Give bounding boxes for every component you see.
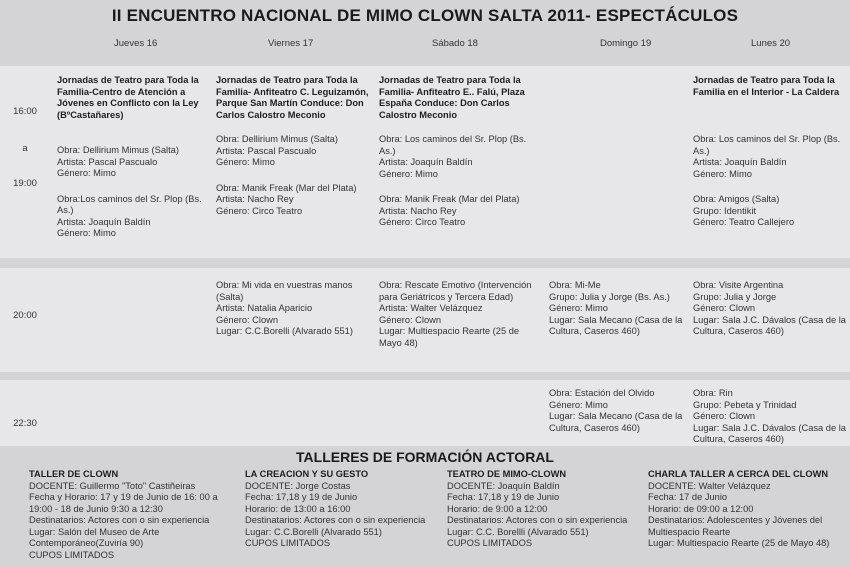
show-line: Género: Circo Teatro: [216, 205, 303, 216]
show-line: Género: Mimo: [549, 303, 608, 313]
taller-line: Horario: de 13:00 a 16:00: [245, 503, 351, 514]
show-line: Grupo: Identikit: [693, 205, 757, 216]
taller-line: Destinatarios: Actores con o sin experiencia: [29, 515, 210, 525]
show-line: Género: Clown: [693, 411, 756, 421]
show-line: Obra: Manik Freak (Mar del Plata): [216, 182, 357, 193]
taller-line: Fecha: 17,18 y 19 de Junio: [447, 492, 560, 502]
show-line: Artista: Joaquín Baldín: [379, 157, 473, 167]
taller-name: CHARLA TALLER A CERCA DEL CLOWN: [648, 469, 829, 479]
show-line: Lugar: Sala J.C. Dávalos (Casa de la Cultura, Caseros 460): [693, 314, 846, 336]
taller-line: Lugar: Multiespacio Rearte (25 de Mayo 48): [648, 538, 830, 548]
taller-line: CUPOS LIMITADOS: [245, 538, 331, 548]
taller-line: DOCENTE: Guillermo "Toto" Castiñeiras: [29, 480, 196, 491]
show-line: Obra: Amigos (Salta): [693, 194, 780, 204]
show-line: Lugar: Sala J.C. Dávalos (Casa de la Cultura, Caseros 460): [693, 422, 846, 444]
venue-title: Jornadas de Teatro para Toda la Familia-Centro de Atención a Jóvenes en Conflicto con la Ley (BºCastañares): [57, 75, 199, 120]
taller-line: Fecha: 17 de Junio: [648, 492, 728, 502]
hour-1900: 19:00: [13, 178, 37, 189]
cell-lunes-1600: [693, 75, 848, 229]
taller-mimo-clown: [447, 469, 642, 550]
taller-creacion: [245, 469, 440, 550]
taller-name: LA CREACION Y SU GESTO: [245, 469, 369, 479]
show-line: Obra: Dellirium Mimus (Salta): [216, 134, 338, 144]
talleres-title: TALLERES DE FORMACIÓN ACTORAL: [296, 449, 554, 465]
show-line: Artista: Joaquín Baldín: [693, 157, 787, 167]
show-line: Lugar: Multiespacio Rearte (25 de Mayo 48): [379, 326, 520, 348]
day-header-domingo: Domingo 19: [600, 38, 652, 49]
cell-lunes-2230: [693, 388, 849, 446]
cell-viernes-1600: [216, 75, 374, 217]
show-line: Artista: Pascal Pascualo: [57, 156, 158, 167]
show-line: Lugar: C.C.Borelli (Alvarado 551): [216, 326, 353, 336]
cell-sabado-2000: [379, 280, 539, 349]
taller-line: CUPOS LIMITADOS: [447, 538, 533, 548]
show-line: Artista: Nacho Rey: [216, 194, 294, 204]
show-line: Obra:Los caminos del Sr. Plop (Bs. As.): [57, 193, 202, 215]
cell-lunes-2000: [693, 280, 849, 338]
day-header-viernes: Viernes 17: [268, 38, 314, 49]
show-line: Artista: Natalia Aparicio: [216, 303, 313, 313]
show-line: Género: Mimo: [57, 168, 116, 178]
cell-sabado-1600: [379, 75, 541, 229]
venue-title: Jornadas de Teatro para Toda la Familia- Anfiteatro E.. Falú, Plaza España Conduce: Don Carlos Calostro Meconio: [379, 75, 525, 120]
show-line: Obra: Dellirium Mimus (Salta): [57, 145, 179, 155]
page-title: II ENCUENTRO NACIONAL DE MIMO CLOWN SALTA 2011- ESPECTÁCULOS: [111, 6, 739, 25]
cell-domingo-2230: [549, 388, 691, 434]
show-line: Lugar: Sala Mecano (Casa de la Cultura, Caseros 460): [549, 411, 683, 433]
show-line: Artista: Pascal Pascualo: [216, 145, 317, 156]
hour-2000: 20:00: [13, 310, 37, 321]
taller-line: Lugar: Salón del Museo de Arte Contemporáneo(Zuviría 90): [29, 526, 160, 548]
taller-line: DOCENTE: Jorge Costas: [245, 480, 351, 491]
taller-line: Lugar: C.C. Borellli (Alvarado 551): [447, 526, 589, 537]
day-header-jueves: Jueves 16: [114, 38, 158, 49]
hour-2230: 22:30: [13, 418, 37, 429]
show-line: Género: Mimo: [693, 168, 752, 179]
taller-line: Fecha y Horario: 17 y 19 de Junio de 16: 00 a 19:00 - 18 de Junio 9:30 a 12:30: [29, 492, 218, 514]
taller-line: Horario: de 9:00 a 12:00: [447, 503, 548, 514]
taller-line: Destinatarios: Actores con o sin experiencia: [245, 515, 426, 525]
taller-line: DOCENTE: Walter Velázquez: [648, 480, 771, 491]
show-line: Grupo: Julia y Jorge: [693, 291, 777, 302]
day-header-sabado: Sábado 18: [432, 38, 478, 49]
taller-charla: [648, 469, 846, 550]
show-line: Género: Circo Teatro: [379, 217, 466, 227]
show-line: Obra: Los caminos del Sr. Plop (Bs. As.): [379, 134, 527, 156]
show-line: Género: Mimo: [379, 168, 438, 179]
taller-name: TALLER DE CLOWN: [29, 469, 119, 479]
cell-domingo-2000: [549, 280, 691, 338]
show-line: Obra: Rin: [693, 388, 733, 398]
venue-title: Jornadas de Teatro para Toda la Familia- Anfiteatro C. Leguizamón, Parque San Martín Conduce: Don Carlos Calostro Meconio: [216, 75, 369, 120]
show-line: Grupo: Pebeta y Trinidad: [693, 399, 797, 410]
show-line: Género: Clown: [216, 314, 279, 325]
show-line: Obra: Visite Argentina: [693, 280, 784, 290]
hour-1600: 16:00: [13, 106, 37, 117]
taller-line: Lugar: C.C.Borelli (Alvarado 551): [245, 526, 382, 537]
show-line: Artista: Joaquín Baldín: [57, 216, 151, 227]
venue-title: Jornadas de Teatro para Toda la Familia en el Interior - La Caldera: [693, 75, 840, 97]
show-line: Obra: Mi-Me: [549, 280, 601, 290]
taller-line: Destinatarios: Adolescentes y Jóvenes del Multiespacio Rearte: [648, 515, 823, 537]
show-line: Género: Teatro Callejero: [693, 217, 795, 227]
show-line: Artista: Nacho Rey: [379, 205, 457, 216]
show-line: Lugar: Sala Mecano (Casa de la Cultura, Caseros 460): [549, 314, 683, 336]
day-header-row: [0, 38, 850, 52]
taller-line: DOCENTE: Joaquín Baldín: [447, 480, 560, 491]
show-line: Género: Clown: [379, 314, 442, 325]
taller-line: Fecha: 17,18 y 19 de Junio: [245, 492, 358, 502]
taller-name: TEATRO DE MIMO-CLOWN: [447, 469, 567, 479]
taller-clown: [29, 469, 234, 561]
day-header-lunes: Lunes 20: [751, 38, 791, 49]
show-line: Género: Mimo: [216, 157, 275, 167]
show-line: Grupo: Julia y Jorge (Bs. As.): [549, 291, 670, 302]
show-line: Obra: Estación del Olvido: [549, 388, 655, 398]
cell-viernes-2000: [216, 280, 372, 338]
show-line: Género: Mimo: [57, 228, 116, 238]
show-line: Obra: Manik Freak (Mar del Plata): [379, 194, 520, 204]
taller-line: Horario: de 09:00 a 12:00: [648, 503, 754, 514]
hour-separator: a: [22, 143, 28, 154]
show-line: Género: Clown: [693, 303, 756, 313]
taller-line: Destinatarios: Actores con o sin experiencia: [447, 515, 628, 525]
show-line: Obra: Rescate Emotivo (Intervención para Geriátricos y Tercera Edad): [379, 280, 532, 302]
show-line: Género: Mimo: [549, 399, 608, 410]
show-line: Obra: Los caminos del Sr. Plop (Bs. As.): [693, 134, 841, 156]
show-line: Artista: Walter Velázquez: [379, 303, 483, 313]
show-line: Obra: Mi vida en vuestras manos (Salta): [216, 280, 353, 302]
cell-jueves-1600: [57, 75, 211, 240]
taller-line: CUPOS LIMITADOS: [29, 549, 115, 560]
